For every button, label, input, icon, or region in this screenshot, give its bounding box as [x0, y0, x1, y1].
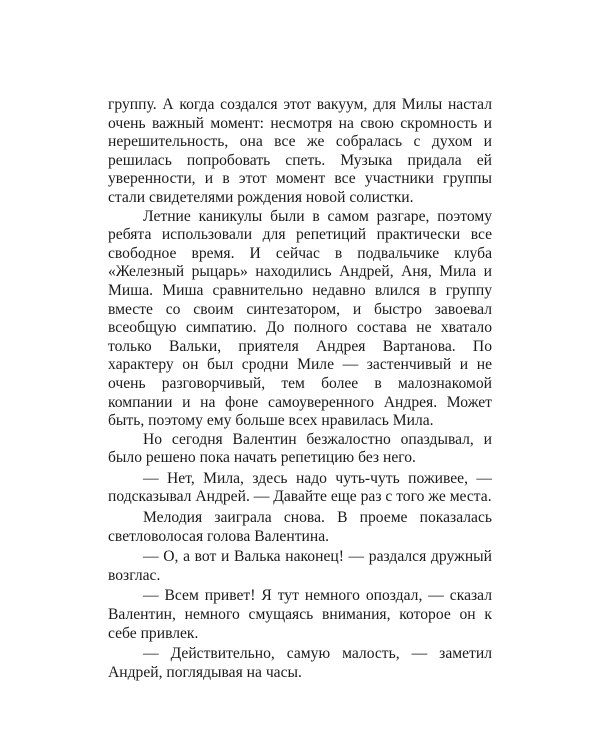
paragraph: — Всем привет! Я тут немного опоздал, — сказал Валентин, немного смущаясь внимания, которое он к себе привлек. [108, 587, 492, 642]
paragraph: Летние каникулы были в самом разгаре, поэтому ребята использовали для репетиций практически все свободное время. И сейчас в подвальчике клуба «Железный рыцарь» находились Андрей, Аня, Мила и Миша. Миша сравнительно недавно влился в группу вместе со своим синтезатором, и быстро завоевал всеобщую симпатию. До полного состава не хватало только Вальки, приятеля Андрея Вартанова. По характеру он был сродни Миле — застенчивый и не очень разговорчивый, тем более в малознакомой компании и на фоне самоуверенного Андрея. Может быть, поэтому ему больше всех нравилась Мила. [108, 207, 492, 430]
page-text [108, 96, 492, 682]
paragraph: Мелодия заиграла снова. В проеме показалась светловолосая голова Валентина. [108, 509, 492, 545]
paragraph: — Нет, Мила, здесь надо чуть-чуть поживее, — подсказывал Андрей. — Давайте еще раз с того же места. [108, 469, 492, 506]
paragraph: — О, а вот и Валька наконец! — раздался дружный возглас. [108, 548, 492, 584]
paragraph: группу. А когда создался этот вакуум, для Милы настал очень важный момент: несмотря на свою скромность и нерешительность, она все же собралась с духом и решилась попробовать спеть. Музыка придала ей уверенности, и в этот момент все участники группы стали свидетелями рождения новой солистки. [108, 96, 492, 206]
paragraph: Но сегодня Валентин безжалостно опаздывал, и было решено пока начать репетицию без него. [108, 430, 492, 467]
paragraph: — Действительно, самую малость, — заметил Андрей, поглядывая на часы. [108, 645, 492, 681]
